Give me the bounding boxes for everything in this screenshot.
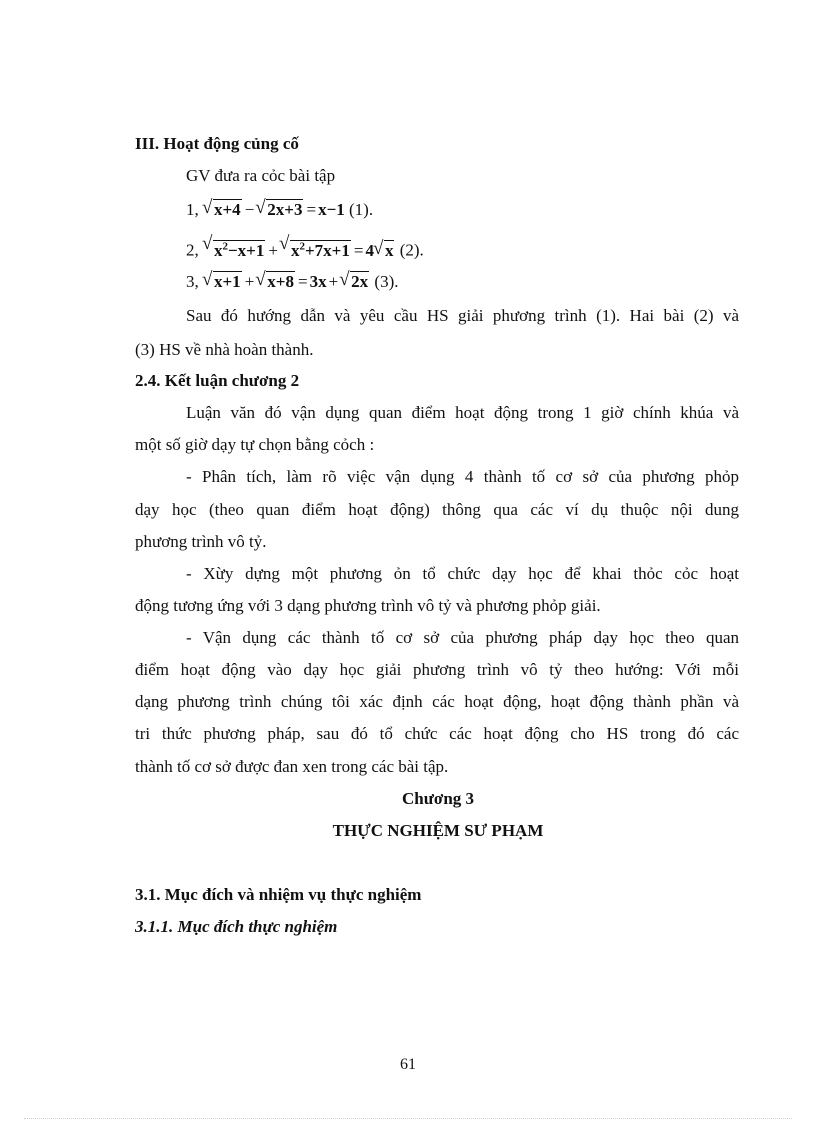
eq1-rhs: x−1	[318, 200, 345, 219]
eq2-rhs-coef: 4	[365, 240, 374, 260]
eq2-a-base: x	[214, 240, 223, 260]
section-2-4-heading: 2.4. Kết luận chương 2	[135, 371, 300, 390]
eq1-radicand-a: x+4	[214, 200, 241, 219]
section-III-heading: III. Hoạt động củng cố	[135, 134, 299, 153]
equation-2-tag: (2).	[399, 240, 424, 260]
equation-1: 1, √ x+4 −√ 2x+3 = x−1 (1).	[186, 200, 373, 220]
bullet-1-line-2: dạy học (theo quan điểm hoạt động) thông qua các ví dụ thuộc nội dung	[135, 500, 739, 519]
bullet-3-line-5: thành tố cơ sở được đan xen trong các bài tập.	[135, 757, 449, 776]
eq3-rhs: 3x	[309, 272, 327, 291]
paragraph-1-line-1: Sau đó hướng dẫn và yêu cầu HS giải phương trình (1). Hai bài (2) và	[186, 306, 739, 325]
eq2-b-exp: 2	[299, 240, 305, 252]
eq2-a-rest: −x+1	[228, 240, 265, 260]
eq2-b-rest: +7x+1	[304, 240, 350, 260]
section-3-1-1-heading: 3.1.1. Mục đích thực nghiệm	[135, 917, 338, 936]
paragraph-1-line-2: (3) HS về nhà hoàn thành.	[135, 340, 314, 359]
equation-2-number: 2,	[186, 240, 199, 260]
eq3-radicand-a: x+1	[214, 272, 241, 291]
bullet-3-line-3: dạng phương trình chúng tôi xác định các hoạt động, hoạt động thành phần và	[135, 692, 739, 711]
bullet-2-line-2: động tương ứng với 3 dạng phương trình vô tỷ và phương phỏp giải.	[135, 596, 601, 615]
bullet-3-line-1: - Vận dụng các thành tố cơ sở của phương pháp dạy học theo quan	[186, 628, 739, 647]
paragraph-2-line-1: Luận văn đó vận dụng quan điểm hoạt động trong 1 giờ chính khúa và	[186, 403, 739, 422]
equation-1-tag: (1).	[349, 200, 374, 219]
page-bottom-divider	[24, 1118, 792, 1119]
eq3-radicand-b: x+8	[267, 272, 294, 291]
eq2-a-exp: 2	[222, 240, 228, 252]
bullet-1-line-3: phương trình vô tỷ.	[135, 532, 267, 551]
bullet-3-line-4: tri thức phương pháp, sau đó tổ chức các hoạt động cho HS trong đó các	[135, 724, 739, 743]
chapter-label: Chương 3	[401, 789, 475, 808]
bullet-2-line-1: - Xừy dựng một phương ỏn tổ chức dạy học để khai thỏc cỏc hoạt	[186, 564, 739, 583]
bullet-3-line-2: điểm hoạt động vào dạy học giải phương trình vô tỷ theo hướng: Với mỗi	[135, 660, 739, 679]
paragraph-2-line-2: một số giờ dạy tự chọn bằng cỏch :	[135, 435, 375, 454]
equation-3-tag: (3).	[374, 272, 399, 291]
equation-3: 3, √ x+1 +√ x+8 = 3x +√ 2x (3).	[186, 272, 398, 292]
eq1-radicand-b: 2x+3	[267, 200, 303, 219]
eq2-rhs-radicand: x	[384, 240, 394, 260]
page-number: 61	[400, 1056, 416, 1073]
bullet-1-line-1: - Phân tích, làm rõ việc vận dụng 4 thành tố cơ sở của phương phỏp	[186, 467, 739, 486]
exercise-intro: GV đưa ra cỏc bài tập	[186, 166, 336, 185]
equation-2: 2, √ $x^2-x+1$ +√ $x^2+7x+1 = 4√$ x (2).	[186, 236, 424, 261]
equation-1-number: 1,	[186, 200, 199, 219]
section-3-1-heading: 3.1. Mục đích và nhiệm vụ thực nghiệm	[135, 885, 422, 904]
eq3-radicand-c: 2x	[351, 272, 369, 291]
eq2-b-base: x	[290, 240, 300, 260]
equation-3-number: 3,	[186, 272, 199, 291]
chapter-title: THỰC NGHIỆM SƯ PHẠM	[332, 821, 544, 840]
